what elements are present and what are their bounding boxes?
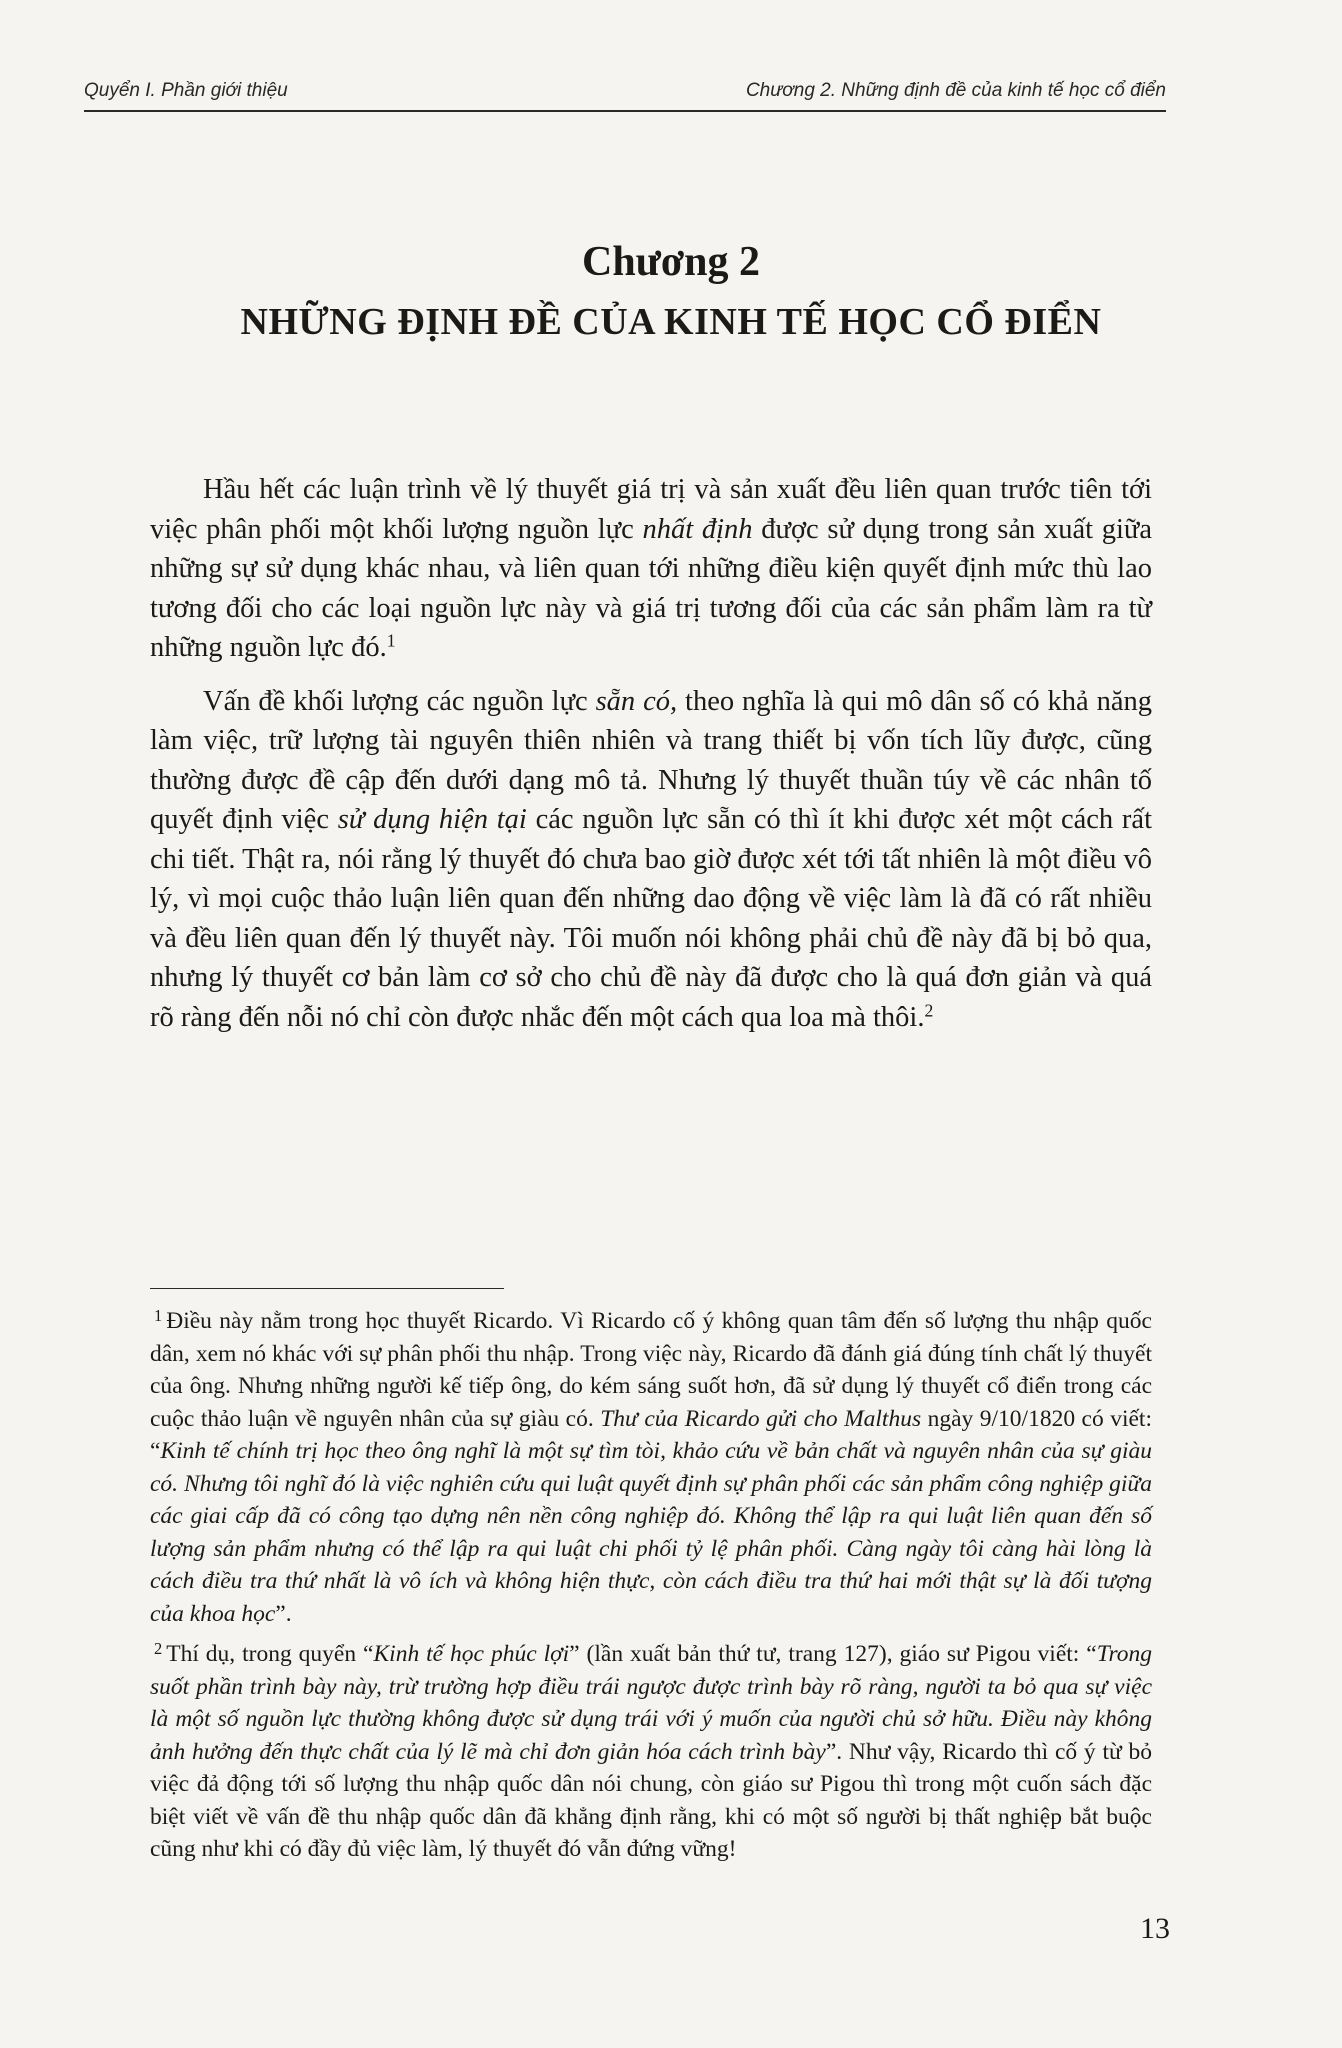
page-number: 13 (1140, 1912, 1170, 1945)
body-text (150, 470, 1152, 1037)
footnote-2 (150, 1638, 1152, 1866)
footnote-1-quote: Kinh tế chính trị học theo ông nghĩ là một sự tìm tòi, khảo cứu về bản chất và nguyên nhân của sự giàu có. Nhưng tôi nghĩ đó là việc nghiên cứu qui luật quyết định sự phân phối các sản phẩm công nghiệp giữa các giai cấp đã có công tạo dựng nên nền công nghiệp đó. Không thể lập ra qui luật liên quan đến số lượng sản phẩm nhưng có thể lập ra qui luật chi phối tỷ lệ phân phối. Càng ngày tôi càng hài lòng là cách điều tra thứ nhất là vô ích và không hiện thực, còn cách điều tra thứ hai mới thật sự là đối tượng của khoa học (150, 1438, 1152, 1627)
paragraph-1-text-a: Hầu hết các luận trình về lý thuyết giá trị và sản xuất đều liên quan trước tiên tới việc phân phối một khối lượng nguồn lực (150, 474, 1152, 545)
paragraph-2 (150, 682, 1152, 1038)
header-rule (84, 110, 1166, 112)
paragraph-2-text-a: Vấn đề khối lượng các nguồn lực (203, 685, 596, 717)
paragraph-1 (150, 470, 1152, 668)
footnote-2-book-title: Kinh tế học phúc lợi (373, 1641, 570, 1667)
footnote-2-text-a: Thí dụ, trong quyển “ (166, 1641, 374, 1667)
paragraph-1-text-c: được sử dụng trong sản xuất giữa những sự sử dụng khác nhau, và liên quan tới những điều kiện quyết định mức thù lao tương đối cho các loại nguồn lực này và giá trị tương đối của các sản phẩm làm ra từ những nguồn lực đó. (150, 513, 1153, 663)
footnote-1-text-a: Điều này nằm trong học thuyết Ricardo. Vì Ricardo cố ý không quan tâm đến số lượng thu nhập quốc dân, xem nó khác với sự phân phối thu nhập. Trong việc này, Ricardo đã đánh giá đúng tính chất lý thuyết của ông. Nhưng những người kế tiếp ông, do kém sáng suốt hơn, đã sử dụng lý thuyết cổ điển trong các cuộc thảo luận về nguyên nhân của sự giàu có. (150, 1308, 1152, 1432)
running-header (84, 80, 1166, 102)
chapter-number: Chương 2 (581, 239, 760, 285)
footnote-2-mark: 2 (154, 1638, 163, 1658)
footnote-rule (150, 1288, 504, 1289)
footnote-ref-2: 2 (924, 999, 934, 1020)
paragraph-2-emphasis-2: sử dụng hiện tại (337, 804, 527, 835)
footnote-1 (150, 1305, 1152, 1630)
footnote-1-mark: 1 (154, 1305, 163, 1325)
footnotes (150, 1305, 1152, 1866)
header-left: Quyển I. Phần giới thiệu (84, 80, 288, 101)
footnote-2-text-c: ” (lần xuất bản thứ tư, trang 127), giáo sư Pigou viết: “ (569, 1641, 1097, 1667)
paragraph-2-text-c: theo nghĩa là qui mô dân số có khả năng làm việc, trữ lượng tài nguyên thiên nhiên và trang thiết bị vốn tích lũy được, cũng thường được đề cập đến dưới dạng mô tả. Nhưng lý thuyết thuần túy về các nhân tố quyết định việc (150, 685, 1152, 835)
footnote-1-text-c: ngày 9/10/1820 có viết: “ (150, 1405, 1152, 1464)
header-right: Chương 2. Những định đề của kinh tế học cổ điển (745, 80, 1166, 101)
footnote-2-text-e: ”. Như vậy, Ricardo thì cố ý từ bỏ việc đả động tới số lượng thu nhập quốc dân nói chung, còn giáo sư Pigou thì trong một cuốn sách đặc biệt viết về vấn đề thu nhập quốc dân đã khẳng định rằng, khi có một số người bị thất nghiệp bắt buộc cũng như khi có đầy đủ việc làm, lý thuyết đó vẫn đứng vững! (150, 1738, 1153, 1862)
paragraph-1-emphasis: nhất định (642, 513, 753, 545)
paragraph-2-emphasis-1: sẵn có, (595, 685, 678, 717)
footnote-1-text-e: ”. (275, 1600, 292, 1627)
chapter-title: NHỮNG ĐỊNH ĐỀ CỦA KINH TẾ HỌC CỔ ĐIỂN (240, 301, 1102, 343)
footnote-ref-1: 1 (386, 630, 396, 651)
footnote-1-letter-title: Thư của Ricardo gửi cho Malthus (600, 1405, 922, 1432)
paragraph-2-text-e: các nguồn lực sẵn có thì ít khi được xét một cách rất chi tiết. Thật ra, nói rằng lý thuyết đó chưa bao giờ được xét tới tất nhiên là một điều vô lý, vì mọi cuộc thảo luận liên quan đến những dao động về việc làm là đã có rất nhiều và đều liên quan đến lý thuyết này. Tôi muốn nói không phải chủ đề này đã bị bỏ qua, nhưng lý thuyết cơ bản làm cơ sở cho chủ đề này đã được cho là quá đơn giản và quá rõ ràng đến nỗi nó chỉ còn được nhắc đến một cách qua loa mà thôi. (150, 804, 1152, 1033)
footnote-2-quote: Trong suốt phần trình bày này, trừ trường hợp điều trái ngược được trình bày rõ ràng, người ta bỏ qua sự việc là một số nguồn lực thường không được sử dụng trái với ý muốn của người chủ sở hữu. Điều này không ảnh hưởng đến thực chất của lý lẽ mà chỉ đơn giản hóa cách trình bày (150, 1641, 1152, 1765)
